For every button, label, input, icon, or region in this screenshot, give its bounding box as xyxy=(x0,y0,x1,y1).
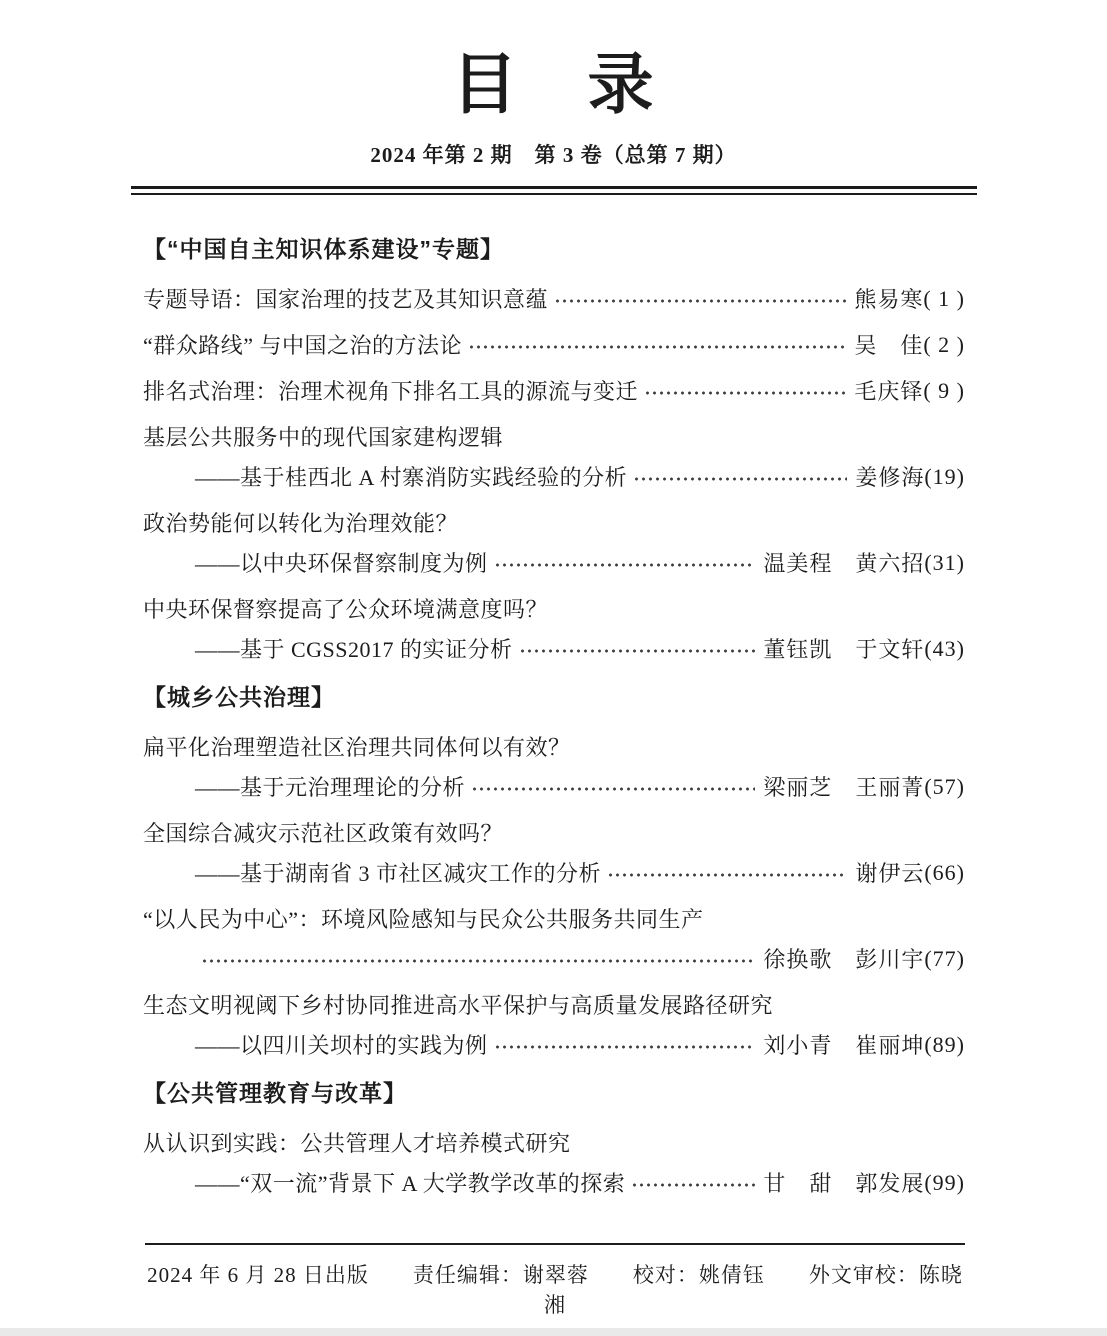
entry-authors: 刘小青 崔丽坤 xyxy=(763,1033,925,1059)
entry-page-number: (89) xyxy=(924,1031,965,1057)
entry-authors: 徐换歌 彭川宇 xyxy=(763,947,925,973)
entry-title-text: 基层公共服务中的现代国家建构逻辑 xyxy=(143,425,504,451)
toc-section xyxy=(143,233,965,669)
toc-entry-line xyxy=(143,589,965,629)
entry-authors: 谢伊云 xyxy=(855,861,925,887)
entry-title-text: ——基于桂西北 A 村寨消防实践经验的分析 xyxy=(195,465,628,491)
dot-leader xyxy=(201,950,755,972)
toc-entry xyxy=(143,503,965,583)
dot-leader xyxy=(644,382,846,404)
dot-leader xyxy=(607,864,847,886)
toc-entry-line xyxy=(143,813,965,853)
toc-entry-line xyxy=(143,371,965,411)
toc-entry xyxy=(143,1123,965,1203)
page-title: 目 录 xyxy=(451,49,656,122)
entry-page-number: (57) xyxy=(924,773,965,799)
toc-entry-line xyxy=(143,457,965,497)
toc-entry-line xyxy=(143,1163,965,1203)
toc-entry xyxy=(143,589,965,669)
entry-page-number: ( 1 ) xyxy=(923,285,965,311)
entry-title-text: 扁平化治理塑造社区治理共同体何以有效？ xyxy=(143,735,571,761)
entry-title-text: 生态文明视阈下乡村协同推进高水平保护与高质量发展路径研究 xyxy=(143,993,774,1019)
dot-leader xyxy=(633,468,847,490)
toc-entry xyxy=(143,813,965,893)
toc-entry-line xyxy=(143,1123,965,1163)
toc-entry-line xyxy=(143,503,965,543)
entry-title-text: ——“双一流”背景下 A 大学教学改革的探索 xyxy=(195,1171,626,1197)
toc-section xyxy=(143,681,965,1065)
entry-title-text: ——以中央环保督察制度为例 xyxy=(195,551,488,577)
entry-page-number: (31) xyxy=(924,549,965,575)
entry-page-number: ( 2 ) xyxy=(923,331,965,357)
entry-title-text: 从认识到实践：公共管理人才培养模式研究 xyxy=(143,1131,571,1157)
entry-title-text: “群众路线” 与中国之治的方法论 xyxy=(143,333,463,359)
toc-entry xyxy=(143,985,965,1065)
toc-entry xyxy=(143,727,965,807)
section-heading: 【城乡公共治理】 xyxy=(143,683,335,710)
toc-entry-line xyxy=(143,417,965,457)
toc-entry xyxy=(143,325,965,365)
entry-page-number: (43) xyxy=(924,635,965,661)
entry-page-number: (19) xyxy=(924,463,965,489)
toc-entry xyxy=(143,279,965,319)
toc-entry-line xyxy=(143,543,965,583)
entry-authors: 甘 甜 郭发展 xyxy=(763,1171,925,1197)
dot-leader xyxy=(468,336,846,358)
entry-authors: 温美程 黄六招 xyxy=(763,551,925,577)
entry-title-text: ——基于湖南省 3 市社区减灾工作的分析 xyxy=(195,861,602,887)
section-heading: 【公共管理教育与改革】 xyxy=(143,1079,407,1106)
imprint-footer xyxy=(145,1243,965,1319)
toc-entry-line xyxy=(143,853,965,893)
scan-edge-strip xyxy=(0,1328,1107,1336)
entry-page-number: (77) xyxy=(924,945,965,971)
toc-entry-line xyxy=(143,325,965,365)
entry-title-text: 排名式治理：治理术视角下排名工具的源流与变迁 xyxy=(143,379,639,405)
toc-entry-line xyxy=(143,767,965,807)
toc-entry-line xyxy=(143,629,965,669)
entry-authors: 姜修海 xyxy=(855,465,925,491)
toc-entry-line xyxy=(143,899,965,939)
entry-title-text: 中央环保督察提高了公众环境满意度吗？ xyxy=(143,597,549,623)
entry-authors: 熊易寒 xyxy=(854,287,924,313)
dot-leader xyxy=(631,1174,755,1196)
entry-title-text: 专题导语：国家治理的技艺及其知识意蕴 xyxy=(143,287,549,313)
toc-entry-line xyxy=(143,727,965,767)
section-heading: 【“中国自主知识体系建设”专题】 xyxy=(143,235,504,262)
toc-section xyxy=(143,1077,965,1203)
toc-entry xyxy=(143,417,965,497)
double-rule-divider xyxy=(131,186,977,195)
entry-title-text: “以人民为中心”：环境风险感知与民众公共服务共同生产 xyxy=(143,907,704,933)
masthead xyxy=(0,0,1107,195)
entry-authors: 董钰凯 于文轩 xyxy=(763,637,925,663)
toc-entry xyxy=(143,899,965,979)
dot-leader xyxy=(519,640,756,662)
dot-leader xyxy=(554,290,846,312)
imprint-text: 2024 年 6 月 28 日出版 责任编辑：谢翠蓉 校对：姚倩钰 外文审校：陈晓湘 xyxy=(147,1263,963,1317)
toc-entry-line xyxy=(143,939,965,979)
entry-page-number: (66) xyxy=(924,859,965,885)
entry-title-text: ——基于元治理理论的分析 xyxy=(195,775,466,801)
issue-volume-line: 2024 年第 2 期 第 3 卷（总第 7 期） xyxy=(370,142,737,167)
entry-page-number: ( 9 ) xyxy=(923,377,965,403)
entry-title-text: ——基于 CGSS2017 的实证分析 xyxy=(195,637,513,663)
toc-entry xyxy=(143,371,965,411)
toc-body xyxy=(143,233,965,1203)
entry-title-text: 全国综合减灾示范社区政策有效吗？ xyxy=(143,821,504,847)
entry-title-text: 政治势能何以转化为治理效能？ xyxy=(143,511,459,537)
entry-authors: 吴 佳 xyxy=(854,333,924,359)
entry-title-text: ——以四川关坝村的实践为例 xyxy=(195,1033,488,1059)
entry-authors: 毛庆铎 xyxy=(854,379,924,405)
entry-page-number: (99) xyxy=(924,1169,965,1195)
entry-authors: 梁丽芝 王丽菁 xyxy=(763,775,925,801)
toc-entry-line xyxy=(143,985,965,1025)
toc-entry-line xyxy=(143,279,965,319)
toc-entry-line xyxy=(143,1025,965,1065)
dot-leader xyxy=(471,778,755,800)
dot-leader xyxy=(494,1036,756,1058)
dot-leader xyxy=(494,554,756,576)
